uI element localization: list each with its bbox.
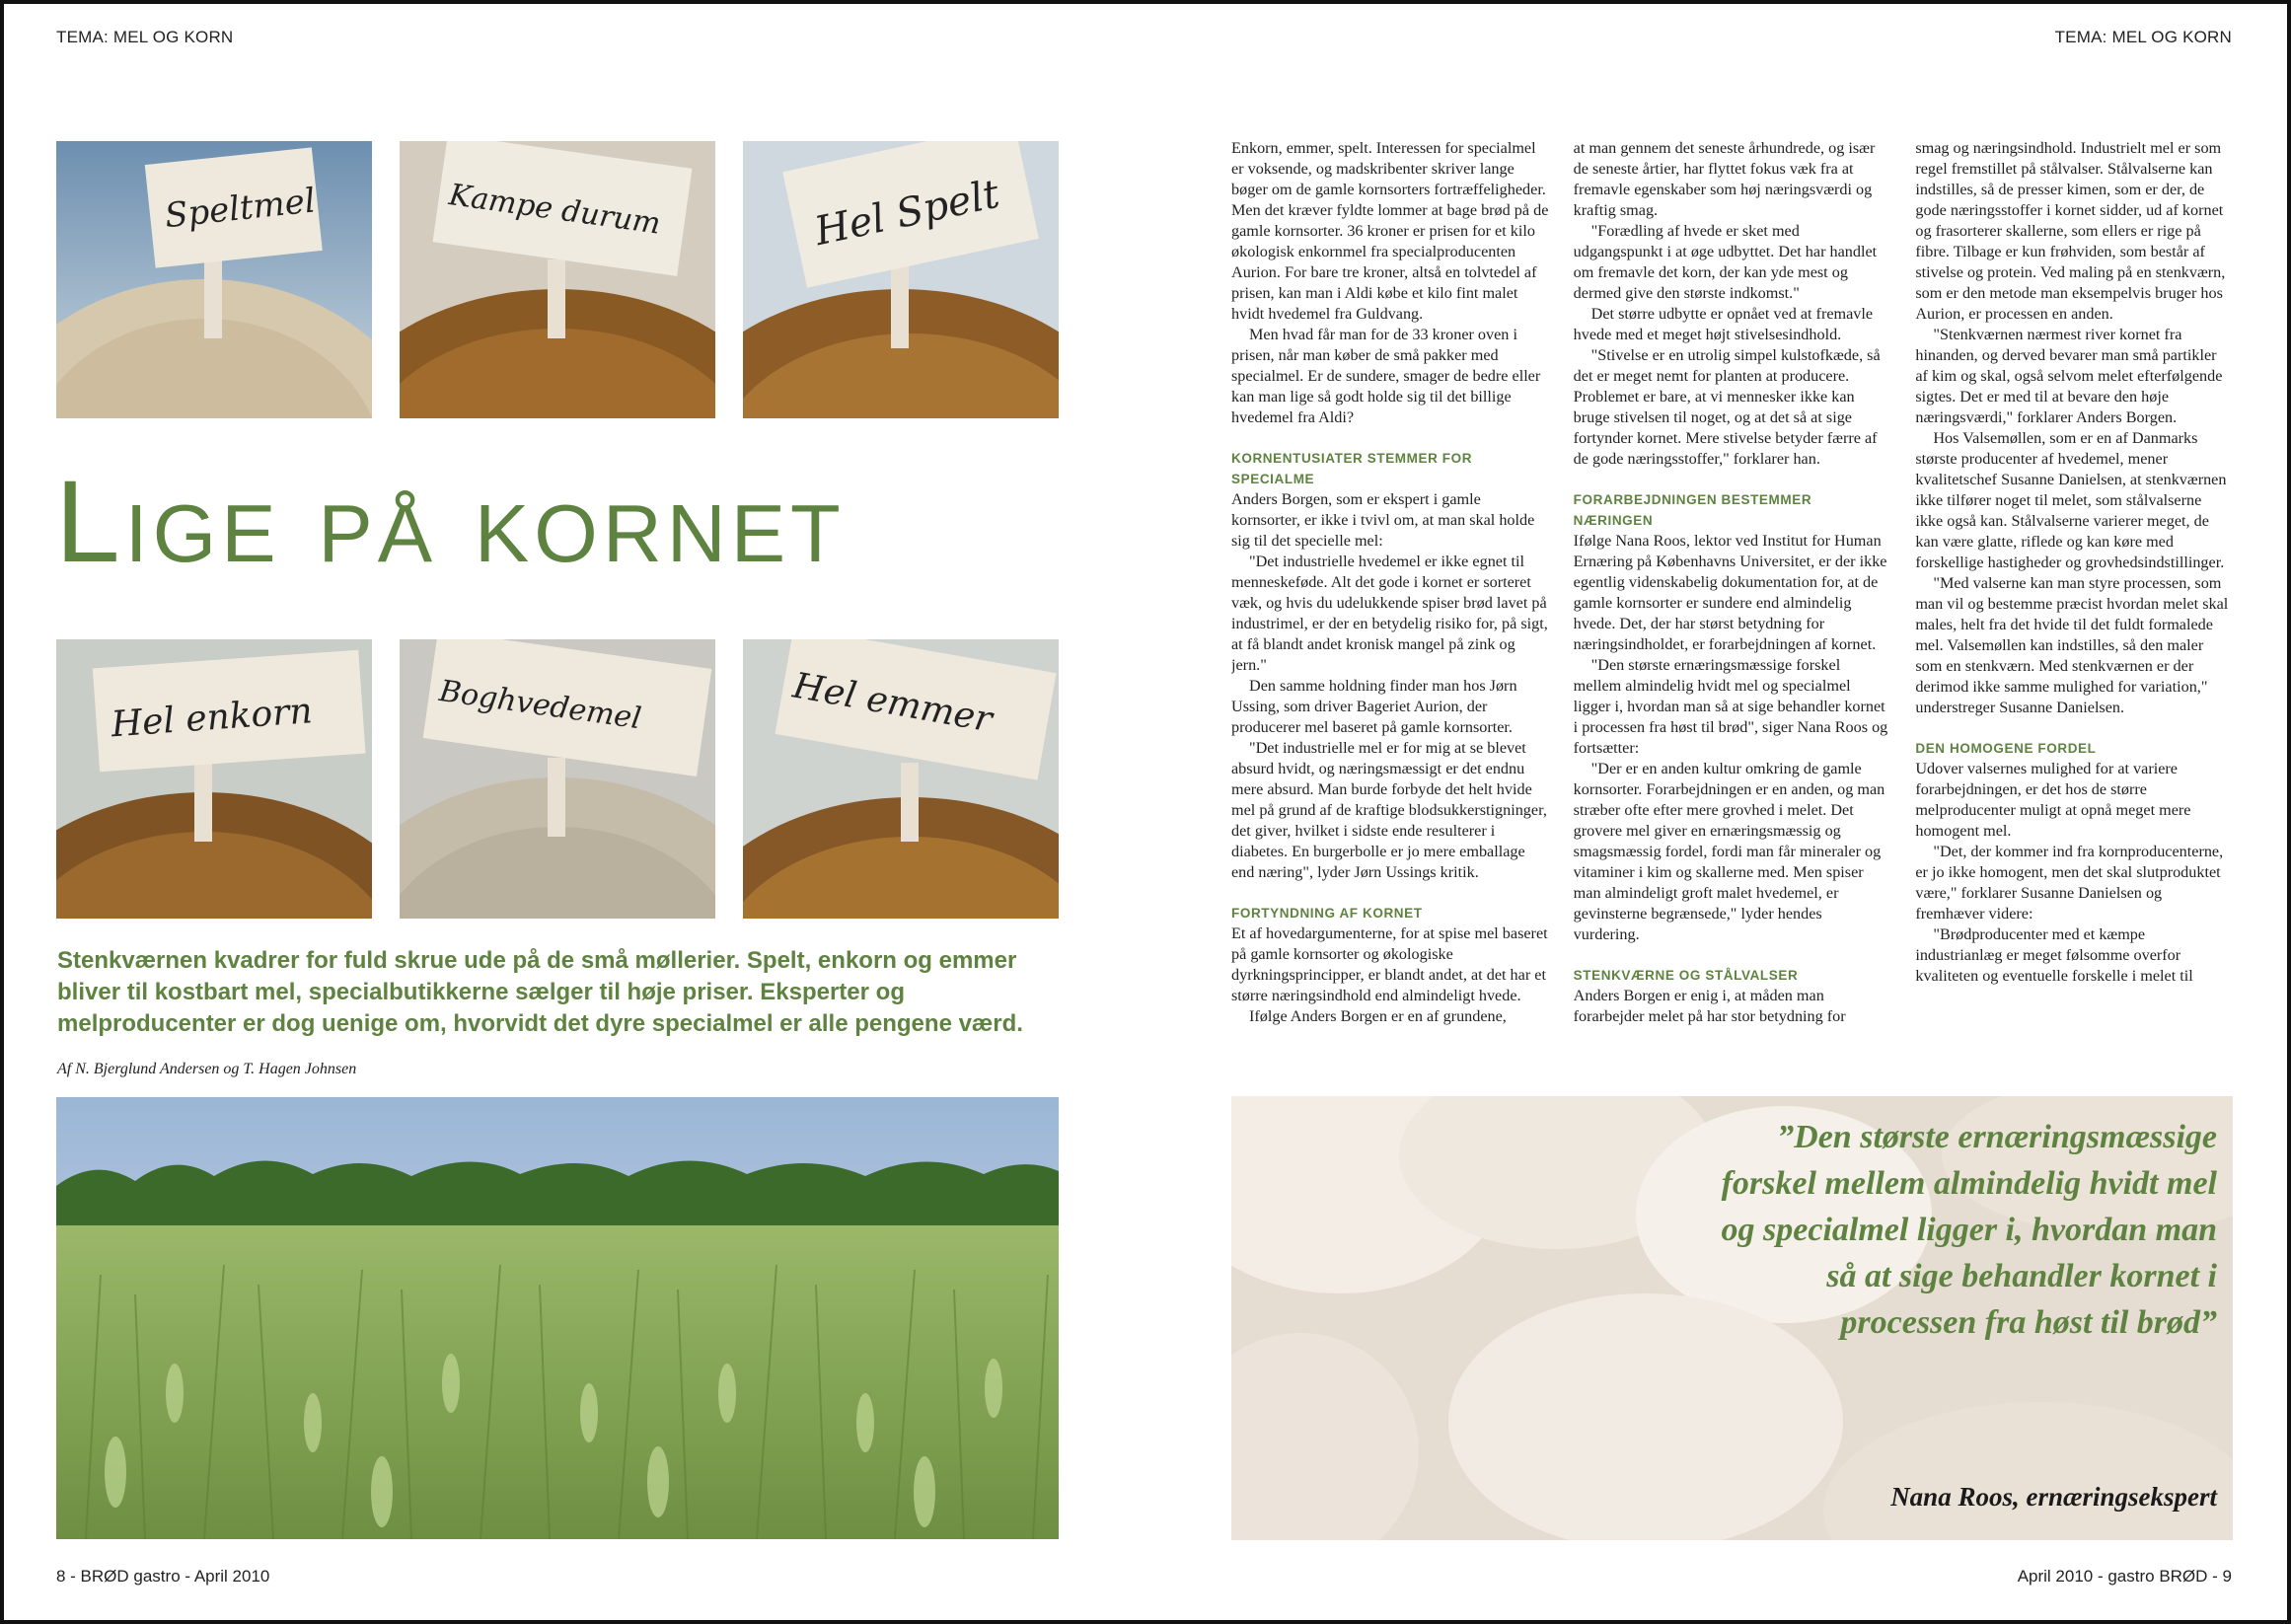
article-column-1 (1231, 138, 1549, 1066)
paragraph: "Brødproducenter med et kæmpe industrianlæg er meget følsomme overfor kvaliteten og eventuelle forskelle i melet til (1915, 925, 2193, 985)
photo-kampe-durum (400, 141, 715, 418)
article-column-3 (1915, 138, 2233, 1066)
photo-wheat-field (56, 1097, 1059, 1539)
sign-label: Boghvedemel (437, 674, 644, 737)
running-head-left: TEMA: MEL OG KORN (56, 28, 234, 46)
photo-hel-enkorn (56, 639, 372, 919)
paragraph: "Forædling af hvede er sket med udgangspunkt i at øge udbyttet. Det har handlet om fremavle det korn, der kan yde mest og dermed give den største indkomst." (1573, 222, 1878, 302)
photo-speltmel (56, 141, 372, 418)
photo-hel-emmer (743, 639, 1059, 919)
byline: Af N. Bjerglund Andersen og T. Hagen Johnsen (57, 1061, 357, 1077)
paragraph: Det større udbytte er opnået ved at fremavle hvede med et meget højt stivelsesindhold. (1573, 305, 1874, 343)
paragraph: Ifølge Anders Borgen er en af grundene, (1249, 1007, 1507, 1025)
paragraph: "Den største ernæringsmæssige forskel mellem almindelig hvidt mel og specialmel ligger i, hvordan man så at sige behandler kornet i processen fra høst til brød", siger Nana Roos og fortsætter: (1573, 656, 1888, 757)
folio-left: 8 - BRØD gastro - April 2010 (56, 1567, 270, 1586)
folio-right: April 2010 - gastro BRØD - 9 (2017, 1567, 2232, 1586)
paragraph: smag og næringsindhold. Industrielt mel er som regel fremstillet på stålvalser. Stålvalserne kan indstilles, så de presser kimen, som er der, de gode næringsstoffer i kornet sidder, ud af kornet og frasorterer skallerne, som ellers er rige på fibre. Tilbage er kun frøhviden, som består af stivelse og protein. Ved maling på en stenkværn, som er den metode man eksempelvis bruger hos Aurion, er processen en anden. (1915, 139, 2226, 323)
article-lead: Stenkværnen kvadrer for fuld skrue ude på de små møllerier. Spelt, enkorn og emmer bliver til kostbart mel, specialbutikkerne sælger til høje priser. Eksperter og melproducenter er dog uenige om, hvorvidt det dyre specialmel er alle pengene værd. (57, 947, 1023, 1037)
pull-quote-text: ”Den største ernæringsmæssige forskel mellem almindelig hvidt mel og specialmel ligger i, hvordan man så at sige behandler kornet i processen fra høst til brød” (1721, 1119, 2217, 1341)
paragraph: "Der er en anden kultur omkring de gamle kornsorter. Forarbejdningen er en anden, og man stræber ofte efter mere grovhed i melet. Det grovere mel giver en ernæringsmæssig og smagsmæssig fordel, fordi man får mineraler og vitaminer i kim og skallerne med. Men spiser man almindeligt groft malet hvedemel, er gevinsterne begrænsede," lyder hendes vurdering. (1573, 760, 1885, 943)
article-body (1231, 138, 2233, 1066)
subheading: DEN HOMOGENE FORDEL (1915, 741, 2097, 756)
paragraph: "Det industrielle mel er for mig at se blevet absurd hvidt, og næringsmæssigt er det endnu mere absurd. Man burde forbyde det helt hvide mel på grund af de kraftige blodsukkerstigninger, det giver, hvilket i sidste ende resulterer i diabetes. En burgerbolle er jo mere emballage end næring", lyder Jørn Ussings kritik. (1231, 739, 1547, 881)
subheading: FORARBEJDNINGEN BESTEMMER NÆRINGEN (1573, 492, 1812, 528)
paragraph: "Det, der kommer ind fra kornproducenterne, er jo ikke homogent, men det skal slutproduktet være," forklarer Susanne Danielsen og fremhæver videre: (1915, 843, 2224, 923)
paragraph: Et af hovedargumenterne, for at spise mel baseret på gamle kornsorter og økologiske dyrkningsprincipper, er blandt andet, at det har et større næringsindhold end almindeligt hvede. (1231, 924, 1548, 1004)
paragraph: Den samme holdning finder man hos Jørn Ussing, som driver Bageriet Aurion, der producerer mel baseret på gamle kornsorter. (1231, 677, 1517, 736)
sign-label: Speltmel (163, 181, 318, 237)
subheading: STENKVÆRNE OG STÅLVALSER (1573, 968, 1799, 983)
paragraph: at man gennem det seneste århundrede, og især de seneste årtier, har flyttet fokus væk fra at fremavle egenskaber som høj næringsværdi og kraftig smag. (1573, 139, 1876, 219)
article-title: Lige på kornet (55, 457, 846, 587)
sign-label: Kampe durum (446, 178, 663, 242)
paragraph: "Stivelse er en utrolig simpel kulstofkæde, så det er meget nemt for planten at producere. Problemet er bare, at vi mennesker ikke kan bruge stivelsen til noget, og at det så at sige fortynder kornet. Mere stivelse betyder færre af de gode næringsstoffer," forklarer han. (1573, 346, 1881, 468)
subheading: FORTYNDNING AF KORNET (1231, 906, 1423, 921)
article-column-2 (1574, 138, 1891, 1066)
pull-quote-box (1231, 1096, 2233, 1540)
running-head-right: TEMA: MEL OG KORN (2054, 28, 2232, 46)
paragraph: Anders Borgen, som er ekspert i gamle kornsorter, er ikke i tvivl om, at man skal holde sig til det specielle mel: (1231, 490, 1535, 550)
paragraph: "Det industrielle hvedemel er ikke egnet til menneskeføde. Alt det gode i kornet er sorteret væk, og hvis du udelukkende spiser brød lavet på industrimel, er der en betydelig risiko for, på sigt, at få blandt andet kronisk mangel på zink og jern." (1231, 553, 1548, 674)
paragraph: Anders Borgen er enig i, at måden man forarbejder melet på har stor betydning for (1573, 987, 1846, 1025)
paragraph: "Med valserne kan man styre processen, som man vil og bestemme præcist hvordan melet skal males, helt fra det hvide til det fuldt formalede mel. Valsemøllen kan indstilles, så den maler som en stenkværn. Med stenkværnen er der derimod ikke samme mulighed for variation," understreger Susanne Danielsen. (1915, 574, 2229, 716)
paragraph: Hos Valsemøllen, som er en af Danmarks største producenter af hvedemel, mener kvalitetschef Susanne Danielsen, at stenkværnen ikke tilfører noget til melet, som stålvalserne ikke også kan. Stålvalserne varierer meget, de kan være glatte, riflede og kan køre med forskellige hastigheder og grovhedsindstillinger. (1915, 429, 2227, 571)
paragraph: "Stenkværnen nærmest river kornet fra hinanden, og derved bevarer man små partikler af kim og skal, også selvom melet efterfølgende sigtes. Det er med til at bevare den høje næringsværdi," forklarer Anders Borgen. (1915, 326, 2223, 426)
subheading: KORNENTUSIATER STEMMER FOR SPECIALME (1231, 451, 1473, 486)
paragraph: Men hvad får man for de 33 kroner oven i prisen, når man køber de små pakker med specialmel. Er de sundere, smager de bedre eller kan man lige så godt holde sig til det billige hvedemel fra Aldi? (1231, 326, 1541, 426)
paragraph: Ifølge Nana Roos, lektor ved Institut for Human Ernæring på Københavns Universitet, er der ikke egentlig videnskabelig dokumentation for, at de gamle kornsorter er sundere end almindelig hvede. Det, der har størst betydning for næringsindholdet, er forarbejdningen af kornet. (1573, 532, 1887, 653)
paragraph: Enkorn, emmer, spelt. Interessen for specialmel er voksende, og madskribenter skriver lange bøger om de gamle kornsorters fortræffeligheder. Men det kræver fyldte lommer at bage brød på de gamle kornsorter. 36 kroner er prisen for et kilo økologisk enkornmel fra specialproducenten Aurion. For bare tre kroner, altså en tolvtedel af prisen, kan man i Aldi købe et kilo fint malet hvidt hvedemel fra Guldvang. (1231, 139, 1549, 323)
sign-label: Hel enkorn (110, 691, 314, 746)
pull-quote-attribution: Nana Roos, ernæringsekspert (1890, 1482, 2217, 1512)
sign-label: Hel emmer (789, 665, 996, 741)
photo-hel-spelt (743, 141, 1059, 418)
paragraph: Udover valsernes mulighed for at variere forarbejdningen, er det hos de større melproducenter muligt at opnå meget mere homogent mel. (1915, 760, 2191, 840)
photo-boghvedemel (400, 639, 715, 919)
sign-label: Hel Spelt (810, 171, 1003, 256)
